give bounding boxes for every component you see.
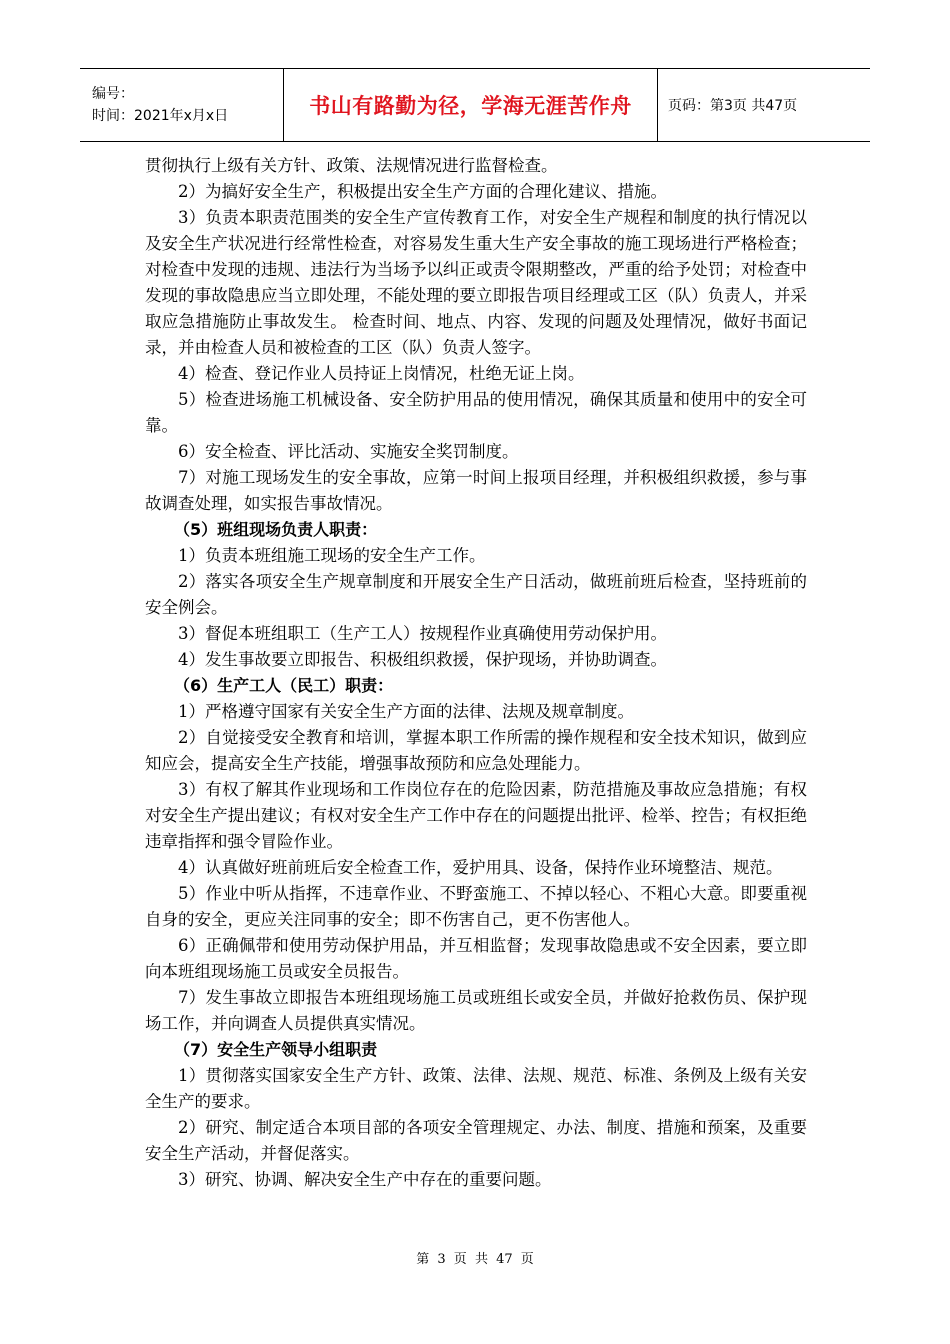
paragraph: 3）有权了解其作业现场和工作岗位存在的危险因素，防范措施及事故应急措施；有权对安全生产提出建议；有权对安全生产工作中存在的问题提出批评、检举、控告；有权拒绝违章指挥和强令冒险作业。 [145,780,807,851]
document-body [145,153,807,1193]
paragraph: 3）负责本职责范围类的安全生产宣传教育工作，对安全生产规程和制度的执行情况以及安全生产状况进行经常性检查，对容易发生重大生产安全事故的施工现场进行严格检查；对检查中发现的违规、违法行为当场予以纠正或责令限期整改，严重的给予处罚；对检查中发现的事故隐患应当立即处理，不能处理的要立即报告项目经理或工区（队）负责人，并采取应急措施防止事故发生。 检查时间、地点、内容、发现的问题及处理情况，做好书面记录，并由检查人员和被检查的工区（队）负责人签字。 [145,208,807,357]
footer-ye-end: 页 [520,1252,534,1267]
header-motto [283,69,658,141]
footer-gong: 共 [474,1252,488,1267]
paragraph: 贯彻执行上级有关方针、政策、法规情况进行监督检查。 [145,156,558,175]
footer-total-pages: 47 [496,1252,513,1267]
header-meta [80,69,283,141]
paragraph: 2）自觉接受安全教育和培训，掌握本职工作所需的操作规程和安全技术知识，做到应知应会，提高安全生产技能，增强事故预防和应急处理能力。 [145,728,807,773]
paragraph: 6）安全检查、评比活动、实施安全奖罚制度。 [178,442,519,461]
section-heading: （6）生产工人（民工）职责： [174,676,394,695]
paragraph: 1）负责本班组施工现场的安全生产工作。 [178,546,486,565]
section-heading: （5）班组现场负责人职责： [174,520,378,539]
footer-page-number: 3 [437,1252,446,1267]
document-time: 时间：2021年x月x日 [92,108,229,124]
paragraph: 4）认真做好班前班后安全检查工作，爱护用具、设备，保持作业环境整洁、规范。 [178,858,783,877]
footer-ye: 页 [453,1252,467,1267]
paragraph: 2）落实各项安全生产规章制度和开展安全生产日活动，做班前班后检查，坚持班前的安全例会。 [145,572,807,617]
header-page-info [658,69,870,141]
paragraph: 2）研究、制定适合本项目部的各项安全管理规定、办法、制度、措施和预案，及重要安全生产活动，并督促落实。 [145,1118,807,1163]
paragraph: 6）正确佩带和使用劳动保护用品，并互相监督；发现事故隐患或不安全因素，要立即向本班组现场施工员或安全员报告。 [145,936,807,981]
page-footer [0,1248,950,1267]
paragraph: 5）检查进场施工机械设备、安全防护用品的使用情况，确保其质量和使用中的安全可靠。 [145,390,807,435]
page-info-text: 页码：第3页 共47页 [668,98,798,114]
footer-di: 第 [416,1252,430,1267]
paragraph: 7）对施工现场发生的安全事故，应第一时间上报项目经理，并积极组织救援，参与事故调查处理，如实报告事故情况。 [145,468,807,513]
paragraph: 2）为搞好安全生产，积极提出安全生产方面的合理化建议、措施。 [178,182,667,201]
paragraph: 1）贯彻落实国家安全生产方针、政策、法律、法规、规范、标准、条例及上级有关安全生产的要求。 [145,1066,807,1111]
paragraph: 3）督促本班组职工（生产工人）按规程作业真确使用劳动保护用。 [178,624,667,643]
paragraph: 1）严格遵守国家有关安全生产方面的法律、法规及规章制度。 [178,702,634,721]
motto-text: 书山有路勤为径，学海无涯苦作舟 [309,94,632,118]
paragraph: 4）检查、登记作业人员持证上岗情况，杜绝无证上岗。 [178,364,585,383]
section-heading: （7）安全生产领导小组职责 [174,1040,378,1059]
paragraph: 4）发生事故要立即报告、积极组织救援，保护现场，并协助调查。 [178,650,667,669]
paragraph: 3）研究、协调、解决安全生产中存在的重要问题。 [178,1170,552,1189]
paragraph: 5）作业中听从指挥，不违章作业、不野蛮施工、不掉以轻心、不粗心大意。即要重视自身的安全，更应关注同事的安全；即不伤害自己，更不伤害他人。 [145,884,807,929]
paragraph: 7）发生事故立即报告本班组现场施工员或班组长或安全员，并做好抢救伤员、保护现场工作，并向调查人员提供真实情况。 [145,988,807,1033]
document-number-label: 编号： [92,86,134,102]
page-header [80,68,870,142]
